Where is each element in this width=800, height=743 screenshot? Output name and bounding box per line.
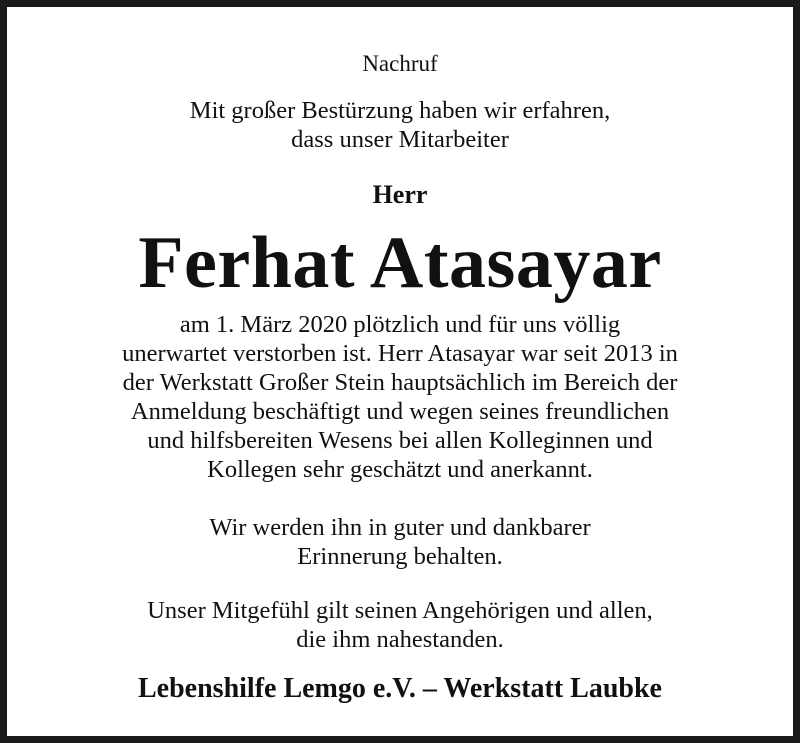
- intro-line: dass unser Mitarbeiter: [291, 126, 509, 153]
- sympathy-line: Unser Mitgefühl gilt seinen Angehörigen und allen,: [147, 597, 653, 624]
- main-line: der Werkstatt Großer Stein hauptsächlich im Bereich der: [122, 369, 678, 396]
- main-line: und hilfsbereiten Wesens bei allen Kolleginnen und: [147, 427, 653, 454]
- main-line: am 1. März 2020 plötzlich und für uns völlig: [179, 311, 621, 338]
- intro-paragraph: [7, 96, 793, 154]
- main-paragraph: [7, 310, 793, 484]
- deceased-name: Ferhat Atasayar: [138, 222, 662, 304]
- main-line: Anmeldung beschäftigt und wegen seines freundlichen: [130, 398, 670, 425]
- memory-paragraph: [7, 513, 793, 571]
- main-line: Kollegen sehr geschätzt und anerkannt.: [207, 456, 593, 483]
- memory-line: Erinnerung behalten.: [297, 543, 503, 570]
- salutation: Herr: [372, 180, 428, 209]
- organization-signature: Lebenshilfe Lemgo e.V. – Werkstatt Laubke: [138, 673, 662, 704]
- main-line: unerwartet verstorben ist. Herr Atasayar war seit 2013 in: [122, 340, 678, 367]
- notice-heading: Nachruf: [362, 51, 438, 76]
- intro-line: Mit großer Bestürzung haben wir erfahren,: [189, 97, 611, 124]
- sympathy-paragraph: [7, 596, 793, 654]
- sympathy-line: die ihm nahestanden.: [296, 626, 504, 653]
- memory-line: Wir werden ihn in guter und dankbarer: [209, 514, 591, 541]
